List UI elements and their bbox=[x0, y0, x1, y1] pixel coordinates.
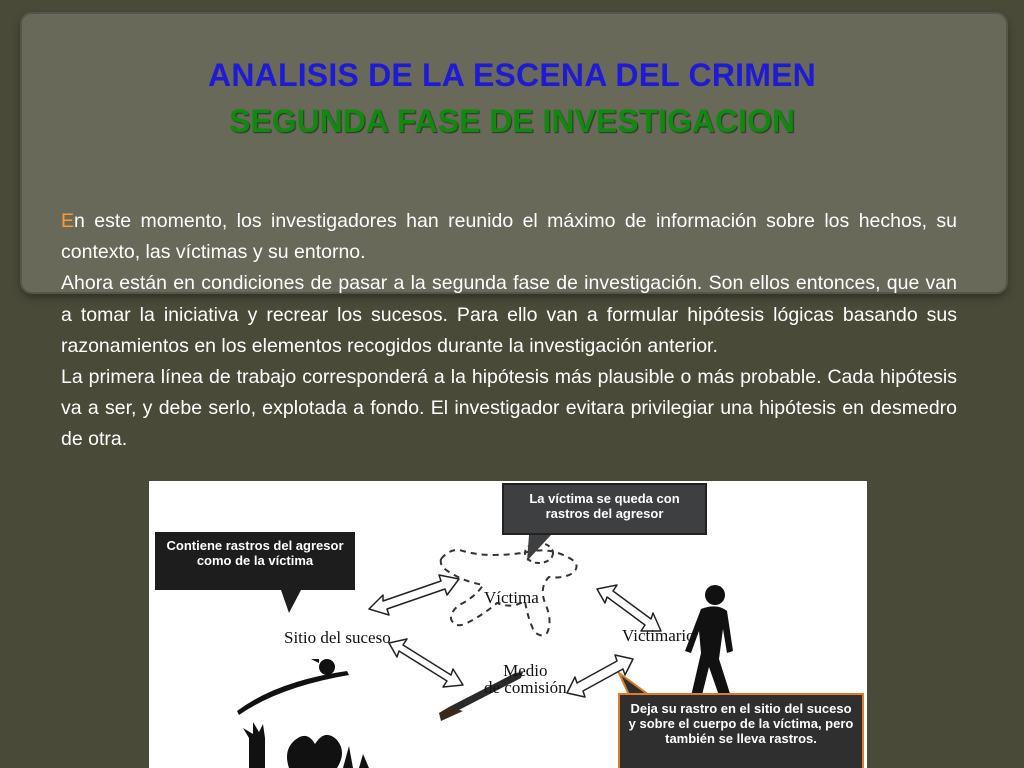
callout-tail-aggressor bbox=[619, 673, 649, 695]
slide-title: ANALISIS DE LA ESCENA DEL CRIMEN bbox=[208, 57, 816, 93]
paragraph-2: Ahora están en condiciones de pasar a la segunda fase de investigación. Son ellos entonces, que van a tomar la iniciativa y recrear los sucesos. Para ello van a formular hipótesis lógicas basando sus razonamientos en los elementos recogidos durante la investigación anterior. bbox=[61, 272, 957, 357]
scene-silhouette-icon bbox=[237, 659, 369, 768]
first-letter: E bbox=[61, 210, 75, 232]
slide-subtitle: SEGUNDA FASE DE INVESTIGACION bbox=[229, 103, 795, 139]
callout-tail-scene bbox=[281, 590, 301, 613]
walking-man-icon bbox=[685, 585, 733, 707]
label-victimario: Victimario bbox=[622, 626, 695, 645]
label-medio-line-1: Medio bbox=[503, 661, 548, 680]
callout-tail-victim bbox=[527, 535, 551, 561]
label-sitio-del-suceso: Sitio del suceso bbox=[284, 628, 391, 647]
body-text bbox=[61, 206, 957, 456]
label-medio-de-comision bbox=[484, 662, 567, 696]
label-victima: Víctima bbox=[484, 588, 539, 607]
paragraph-1 bbox=[61, 206, 957, 268]
label-medio-line-2: de comisión bbox=[484, 678, 567, 697]
arrow-sitio-victima-icon bbox=[369, 575, 459, 615]
arrow-victima-victimario-icon bbox=[597, 585, 661, 631]
callout-scene: Contiene rastros del agresor como de la víctima bbox=[155, 532, 355, 590]
paragraph-1-text: n este momento, los investigadores han reunido el máximo de información sobre los hechos, su contexto, las víctimas y su entorno. bbox=[61, 210, 957, 264]
callout-victim: La víctima se queda con rastros del agresor bbox=[502, 483, 707, 535]
crime-scene-diagram bbox=[149, 481, 867, 768]
arrow-sitio-medio-icon bbox=[389, 639, 463, 687]
callout-aggressor: Deja su rastro en el sitio del suceso y sobre el cuerpo de la víctima, pero también se lleva rastros. bbox=[618, 693, 864, 768]
paragraph-3: La primera línea de trabajo corresponderá a la hipótesis más plausible o más probable. Cada hipótesis va a ser, y debe serlo, explotada a fondo. El investigador evitara privilegiar una hipótesis en desmedro de otra. bbox=[61, 366, 957, 451]
